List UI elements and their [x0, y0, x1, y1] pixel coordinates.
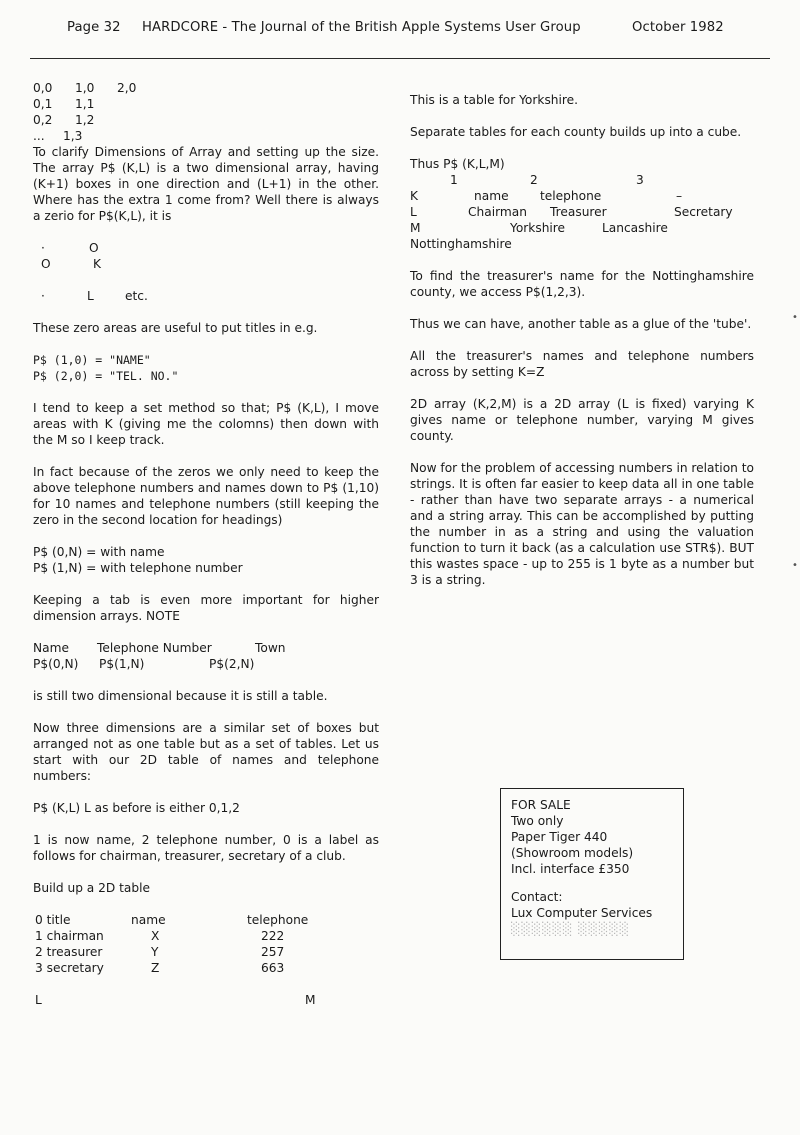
table-cell: 222	[261, 929, 285, 943]
table-cell: name	[131, 913, 166, 927]
coord-row	[33, 96, 379, 112]
paragraph: I tend to keep a set method so that; P$ (K,L), I move areas with K (giving me the colomns) then down with the M so I keep track.	[33, 401, 379, 447]
diagram-cell: ·	[41, 289, 45, 303]
tab-cell: Name	[33, 641, 69, 655]
tab-cell: P$(2,N)	[209, 657, 255, 671]
paragraph: In fact because of the zeros we only need to keep the above telephone numbers and names down to P$ (1,10) for 10 names and telephone numbers (still keeping the zero in the second location for headings)	[33, 465, 379, 527]
coord-row	[33, 128, 379, 144]
grid-cell: 1	[450, 173, 458, 187]
tab-cell: Town	[255, 641, 286, 655]
coord: ...	[33, 129, 45, 143]
diagram-row	[33, 240, 379, 256]
paragraph: 2D array (K,2,M) is a 2D array (L is fixed) varying K gives name or telephone number, varying M gives county.	[410, 397, 754, 443]
coord: 1,1	[75, 97, 95, 111]
coord: 0,0	[33, 81, 53, 95]
table-cell: 0 title	[35, 913, 71, 927]
code-line: P$ (1,0) = "NAME"	[33, 353, 151, 367]
table-cell: 2 treasurer	[35, 945, 103, 959]
paragraph: Build up a 2D table	[33, 881, 151, 895]
code-line: P$ (0,N) = with name	[33, 545, 165, 559]
table-cell: 257	[261, 945, 285, 959]
grid-cell: Treasurer	[550, 205, 607, 219]
coord: 1,0	[75, 81, 95, 95]
coord: 1,3	[63, 129, 83, 143]
paragraph: Now three dimensions are a similar set of boxes but arranged not as one table but as a set of tables. Let us start with our 2D table of names and telephone numbers:	[33, 721, 379, 783]
diagram-cell: O	[89, 241, 99, 255]
coord: 0,1	[33, 97, 53, 111]
page-number: Page 32	[67, 20, 121, 35]
grid-cell: 3	[636, 173, 644, 187]
for-sale-ad	[500, 788, 684, 960]
table-row	[33, 944, 379, 960]
right-column	[410, 92, 754, 588]
diagram-row	[33, 256, 379, 272]
paragraph: To clarify Dimensions of Array and setting up the size. The array P$ (K,L) is a two dimensional array, having (K+1) boxes in one direction and (L+1) in the other. Where has the extra 1 come from? Well there is always a zerio for P$(K,L), it is	[33, 145, 379, 223]
grid-row-l	[410, 204, 754, 220]
table-cell: Z	[151, 961, 160, 975]
paragraph: To find the treasurer's name for the Nottinghamshire county, we access P$(1,2,3).	[410, 269, 754, 299]
coord: 2,0	[117, 81, 137, 95]
paragraph: Keeping a tab is even more important for higher dimension arrays. NOTE	[33, 593, 379, 623]
table-axis-row	[33, 992, 379, 1008]
paragraph: These zero areas are useful to put titles in e.g.	[33, 321, 318, 335]
grid-cell: 2	[530, 173, 538, 187]
table-header-row	[33, 912, 379, 928]
tab-cell: P$(0,N)	[33, 657, 79, 671]
grid-cell: –	[676, 189, 683, 203]
paragraph: All the treasurer's names and telephone numbers across by setting K=Z	[410, 349, 754, 379]
code-line: P$ (2,0) = "TEL. NO."	[33, 369, 179, 383]
ad-price-line: Incl. interface £350	[511, 862, 630, 876]
tab-cell: P$(1,N)	[99, 657, 145, 671]
header-rule	[30, 58, 770, 59]
paragraph: Thus we can have, another table as a glue of the 'tube'.	[410, 317, 752, 331]
ad-heading: FOR SALE	[511, 798, 571, 812]
axis-m-label: M	[305, 993, 316, 1007]
grid-cell: Lancashire	[602, 221, 668, 235]
grid-row-m	[410, 220, 754, 236]
paragraph: This is a table for Yorkshire.	[410, 93, 579, 107]
tab-value-row	[33, 656, 379, 672]
table-cell: Y	[151, 945, 159, 959]
diagram-row	[33, 288, 379, 304]
diagram-cell: ·	[41, 241, 45, 255]
grid-cell: L	[410, 205, 417, 219]
code-line: P$ (1,N) = with telephone number	[33, 561, 243, 575]
ad-line: (Showroom models)	[511, 846, 634, 860]
tab-cell: Telephone Number	[97, 641, 212, 655]
left-column	[33, 80, 379, 1008]
diagram-cell: O	[41, 257, 51, 271]
paragraph: Now for the problem of accessing numbers in relation to strings. It is often far easier to keep data all in one table - rather than have two separate arrays - a numerical and a string array. This can be accomplished by putting the number in as a string and using the valuation function to turn it back (as a calculation use STR$). BUT this wastes space - up to 255 is 1 byte as a number but 3 is a string.	[410, 461, 754, 587]
issue-date: October 1982	[632, 20, 724, 35]
ad-line: Two only	[511, 814, 564, 828]
grid-number-row	[410, 172, 754, 188]
margin-mark: •	[792, 312, 798, 323]
table-row	[33, 960, 379, 976]
grid-cell: M	[410, 221, 421, 235]
table-cell: 663	[261, 961, 285, 975]
grid-cell: Chairman	[468, 205, 527, 219]
table-row	[33, 928, 379, 944]
paragraph: 1 is now name, 2 telephone number, 0 is a label as follows for chairman, treasurer, secretary of a club.	[33, 833, 379, 863]
grid-cell: name	[474, 189, 509, 203]
grid-row-k	[410, 188, 754, 204]
paragraph: P$ (K,L) L as before is either 0,1,2	[33, 801, 240, 815]
diagram-cell: etc.	[125, 289, 148, 303]
coord: 1,2	[75, 113, 95, 127]
grid-cell: telephone	[540, 189, 602, 203]
axis-l-label: L	[35, 993, 42, 1007]
table-cell: telephone	[247, 913, 309, 927]
coord-row	[33, 80, 379, 96]
ad-contact-phone: ░░░░░░ ░░░░░	[511, 922, 630, 936]
paragraph: Thus P$ (K,L,M)	[410, 157, 505, 171]
diagram-cell: K	[93, 257, 101, 271]
grid-cell: Secretary	[674, 205, 733, 219]
tab-header-row	[33, 640, 379, 656]
grid-cell: Yorkshire	[510, 221, 566, 235]
ad-line: Paper Tiger 440	[511, 830, 608, 844]
grid-cell: Nottinghamshire	[410, 237, 512, 251]
diagram-cell: L	[87, 289, 94, 303]
ad-contact-label: Contact:	[511, 890, 563, 904]
coord: 0,2	[33, 113, 53, 127]
margin-mark: •	[792, 560, 798, 571]
grid-cell: K	[410, 189, 418, 203]
ad-contact-name: Lux Computer Services	[511, 906, 653, 920]
table-cell: X	[151, 929, 160, 943]
journal-title: HARDCORE - The Journal of the British Apple Systems User Group	[142, 20, 581, 35]
table-cell: 1 chairman	[35, 929, 104, 943]
paragraph: is still two dimensional because it is still a table.	[33, 689, 328, 703]
table-cell: 3 secretary	[35, 961, 104, 975]
paragraph: Separate tables for each county builds up into a cube.	[410, 125, 742, 139]
coord-row	[33, 112, 379, 128]
